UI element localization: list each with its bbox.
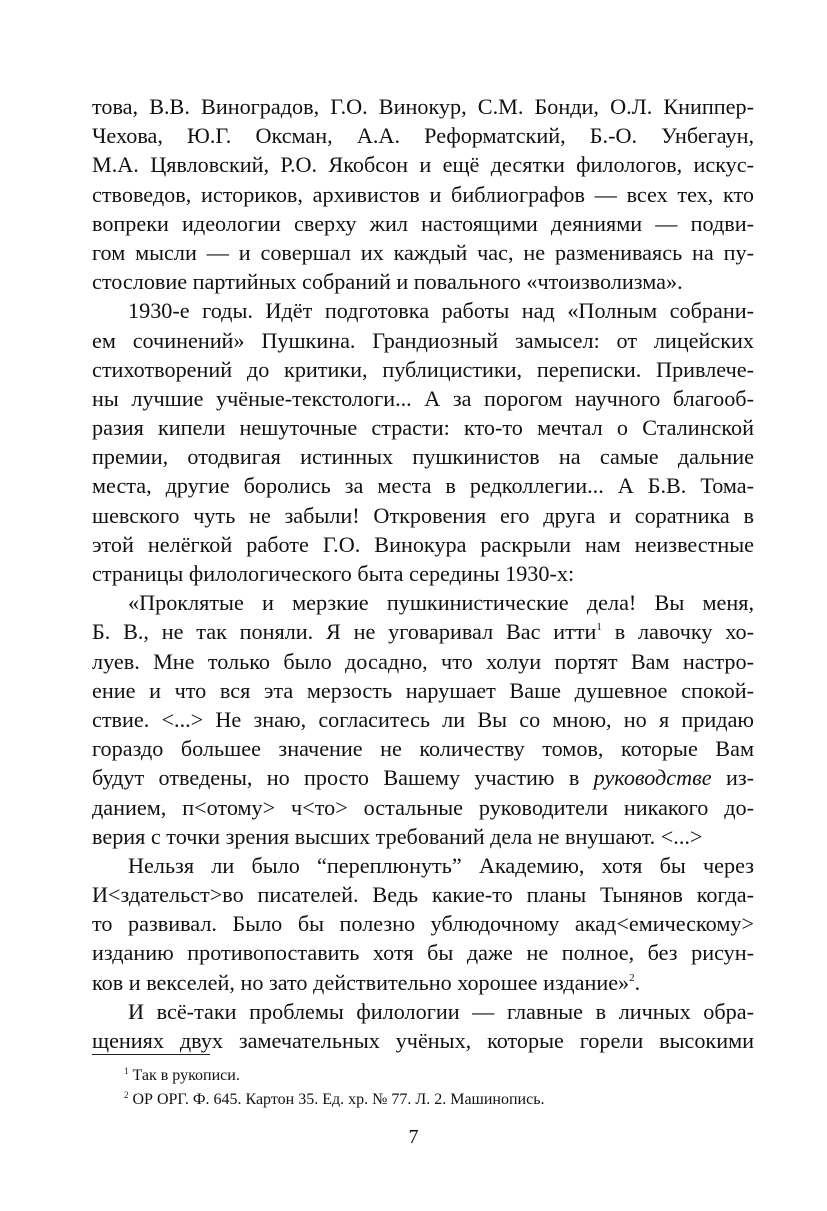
line-text: . <box>634 969 641 995</box>
text-line: 1930-е годы. Идёт подготовка работы над «Полным собрани- <box>128 298 754 324</box>
text-line: разия кипели нешуточные страсти: кто-то мечтал о Сталинской <box>92 415 754 441</box>
text-line: изданию противопоставить хотя бы даже не полное, без рисун- <box>92 940 754 966</box>
text-line-with-footnote <box>92 617 754 646</box>
text-line: Нельзя ли было “переплюнуть” Академию, хотя бы через <box>128 852 754 878</box>
text-line: стихотворений до критики, публицистики, переписки. Привлече- <box>92 356 754 382</box>
line-text: Б. В., не так поняли. Я не уговаривал Вас итти <box>92 619 597 645</box>
text-line: щениях двух замечательных учёных, которые горели высокими <box>92 1028 754 1053</box>
text-line: ны лучшие учёные-текстологи... А за порогом научного благооб- <box>92 385 754 411</box>
page-number: 7 <box>408 1126 419 1148</box>
line-text: ков и векселей, но зато действительно хорошее издание» <box>92 969 630 995</box>
text-line: гораздо большее значение не количеству томов, которые Вам <box>92 736 754 762</box>
text-line: М.А. Цявловский, Р.О. Якобсон и ещё десятки филологов, искус- <box>92 152 754 178</box>
footnote-2 <box>124 1090 545 1110</box>
italic-word: руководстве <box>593 765 712 791</box>
text-line: премии, отодвигая истинных пушкинистов на самые дальние <box>92 444 754 470</box>
footnote-divider <box>92 1054 210 1055</box>
text-line: И<здательст>во писателей. Ведь какие-то планы Тынянов когда- <box>92 882 754 908</box>
footnote-text: ОР ОРГ. Ф. 645. Картон 35. Ед. хр. № 77. Л. 2. Машинопись. <box>128 1091 545 1108</box>
text-line: данием, п<отому> ч<то> остальные руководители никакого до- <box>92 794 754 820</box>
text-line: «Проклятые и мерзкие пушкинистические дела! Вы меня, <box>128 590 754 616</box>
footnote-mark: 2 <box>629 971 635 984</box>
text-line: стословие партийных собраний и повального «чтоизволизма». <box>92 269 683 295</box>
line-text: в лавочку хо- <box>601 619 754 645</box>
text-line: шевского чуть не забыли! Откровения его друга и соратника в <box>92 502 754 528</box>
text-line: ствие. <...> Не знаю, согласитесь ли Вы со мною, но я придаю <box>92 706 754 732</box>
text-line-with-footnote <box>92 968 754 997</box>
footnote-1 <box>124 1066 240 1086</box>
line-text: будут отведены, но просто Вашему участию в <box>92 765 580 791</box>
text-line: ствоведов, историков, архивистов и библиографов — всех тех, кто <box>92 181 754 207</box>
footnote-number: 2 <box>124 1090 129 1100</box>
text-line: ение и что вся эта мерзость нарушает Ваше душевное спокой- <box>92 677 754 703</box>
text-line: этой нелёгкой работе Г.О. Винокура раскрыли нам неизвестные <box>92 531 754 557</box>
text-line: вопреки идеологии сверху жил настоящими деяниями — подви- <box>92 210 754 236</box>
text-line: това, В.В. Виноградов, Г.О. Винокур, С.М. Бонди, О.Л. Книппер- <box>92 94 754 119</box>
text-line: ем сочинений» Пушкина. Грандиозный замысел: от лицейских <box>92 327 754 353</box>
text-line: верия с точки зрения высших требований дела не внушают. <...> <box>92 823 703 849</box>
text-line: Чехова, Ю.Г. Оксман, А.А. Реформатский, Б.-О. Унбегаун, <box>92 123 754 149</box>
text-line: страницы филологического быта середины 1930-х: <box>92 561 575 586</box>
text-line: И всё-таки проблемы филологии — главные в личных обра- <box>128 998 754 1024</box>
footnote-number: 1 <box>124 1066 129 1076</box>
text-line: то развивал. Было бы полезно ублюдочному акад<емическому> <box>92 911 754 937</box>
text-line: гом мысли — и совершал их каждый час, не размениваясь на пу- <box>92 239 754 265</box>
line-text: из- <box>711 765 755 791</box>
text-line: луев. Мне только было досадно, что холуи портят Вам настро- <box>92 648 754 674</box>
text-line: места, другие боролись за места в редколлегии... А Б.В. Тома- <box>92 473 754 499</box>
text-line-with-italic <box>92 763 754 792</box>
footnote-mark: 1 <box>596 621 602 634</box>
body-text <box>92 92 754 1055</box>
footnote-text: Так в рукописи. <box>128 1067 240 1084</box>
